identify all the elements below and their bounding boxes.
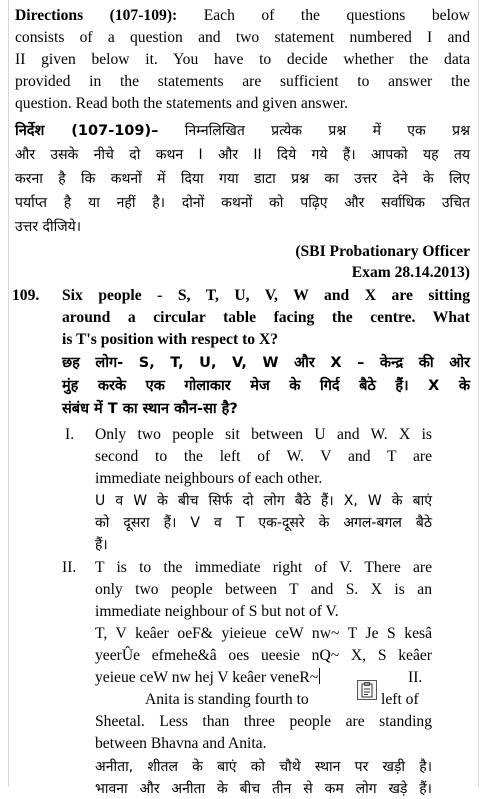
- directions-line-3: II given below it. You have to decide whether the data: [15, 51, 470, 68]
- directions-line-1: [15, 6, 470, 26]
- statement-2-line-1: T is to the immediate right of V. There are: [95, 559, 432, 576]
- clipboard-icon[interactable]: [357, 680, 377, 700]
- directions-line-2: consists of a question and two statement numbered I and: [15, 29, 470, 46]
- statement-2-line-3: immediate neighbour of S but not of V.: [95, 603, 339, 620]
- source-line-2: Exam 28.14.2013): [351, 264, 470, 281]
- statement-2-garbled-line-2: yeerÛe efmehe&â oes ueesie nQ~ X, S keâer: [95, 647, 432, 664]
- statement-2-garbled-line-3: [95, 668, 320, 688]
- question-line-3: is T's position with respect to X?: [62, 331, 279, 348]
- directions-hindi-line-5: उत्तर दीजिये।: [15, 219, 82, 235]
- directions-hindi-line-4: पर्याप्त है या नहीं है। दोनों कथनों को पढ़िए और सर्वाधिक उचित: [15, 195, 470, 211]
- statement-2-trailing-label: II.: [408, 669, 423, 686]
- statement-1-line-3: immediate neighbours of each other.: [95, 470, 323, 487]
- directions-hindi-line-3: करना है कि कथनों में दिया गया डाटा प्रश्न का उत्तर देने के लिए: [15, 171, 470, 187]
- statement-2-garbled-line-1: T, V keâer oeF& yieieue ceW nw~ T Je S kesâ: [95, 625, 432, 642]
- statement-1-line-1: Only two people sit between U and W. X is: [95, 426, 432, 443]
- anita-line-1b: left of: [381, 691, 419, 708]
- directions-hindi-line-2: और उसके नीचे दो कथन I और II दिये गये हैं। आपको यह तय: [15, 147, 470, 163]
- statement-1-hindi-line-2: को दूसरा हैं। V व T एक-दूसरे के अगल-बगल बैठे: [95, 515, 432, 531]
- directions-hindi-line-1: [15, 121, 470, 141]
- text-cursor: [319, 668, 320, 684]
- anita-line-1a: Anita is standing fourth to: [145, 691, 309, 708]
- question-hindi-line-1: छह लोग- S, T, U, V, W और X – केन्द्र की ओर: [62, 355, 470, 371]
- directions-line-5: question. Read both the statements and given answer.: [15, 95, 349, 112]
- question-hindi-line-3: संबंध में T का स्थान कौन-सा है?: [62, 401, 238, 417]
- statement-1-line-2: second to the left of W. V and T are: [95, 448, 432, 465]
- statement-2-line-2: only two people between T and S. X is an: [95, 581, 432, 598]
- directions-hindi-heading: निर्देश (107-109)–: [15, 123, 159, 139]
- directions-line-1-rest: Each of the questions below: [203, 7, 470, 24]
- anita-line-3: between Bhavna and Anita.: [95, 735, 267, 752]
- directions-heading: Directions (107-109):: [15, 7, 178, 24]
- question-number: 109.: [12, 287, 40, 304]
- statement-2-garbled-line-3-text: yeieue ceW nw hej V keâer veneR~: [95, 669, 319, 686]
- directions-hindi-line-1-rest: निम्नलिखित प्रत्येक प्रश्न में एक प्रश्न: [184, 123, 471, 139]
- source-line-1: (SBI Probationary Officer: [295, 243, 470, 260]
- directions-line-4: provided in the statements are sufficient to answer the: [15, 73, 470, 90]
- statement-1-hindi-line-3: हैं।: [95, 537, 108, 553]
- anita-hindi-line-2: भावना और अनीता के बीच तीन से कम लोग खड़े हैं।: [95, 781, 432, 797]
- statement-1-label: I.: [65, 426, 75, 443]
- question-line-1: Six people - S, T, U, V, W and X are sitting: [62, 287, 470, 304]
- anita-hindi-line-1: अनीता, शीतल के बाएं को चौथे स्थान पर खड़ी है।: [95, 759, 432, 775]
- anita-line-2: Sheetal. Less than three people are standing: [95, 713, 432, 730]
- question-hindi-line-2: मुंह करके एक गोलाकार मेज के गिर्द बैठे हैं। X के: [62, 378, 470, 394]
- question-line-2: around a circular table facing the centre. What: [62, 309, 470, 326]
- statement-2-label: II.: [62, 559, 77, 576]
- statement-1-hindi-line-1: U व W के बीच सिर्फ दो लोग बैठे हैं। X, W के बाएं: [95, 493, 432, 509]
